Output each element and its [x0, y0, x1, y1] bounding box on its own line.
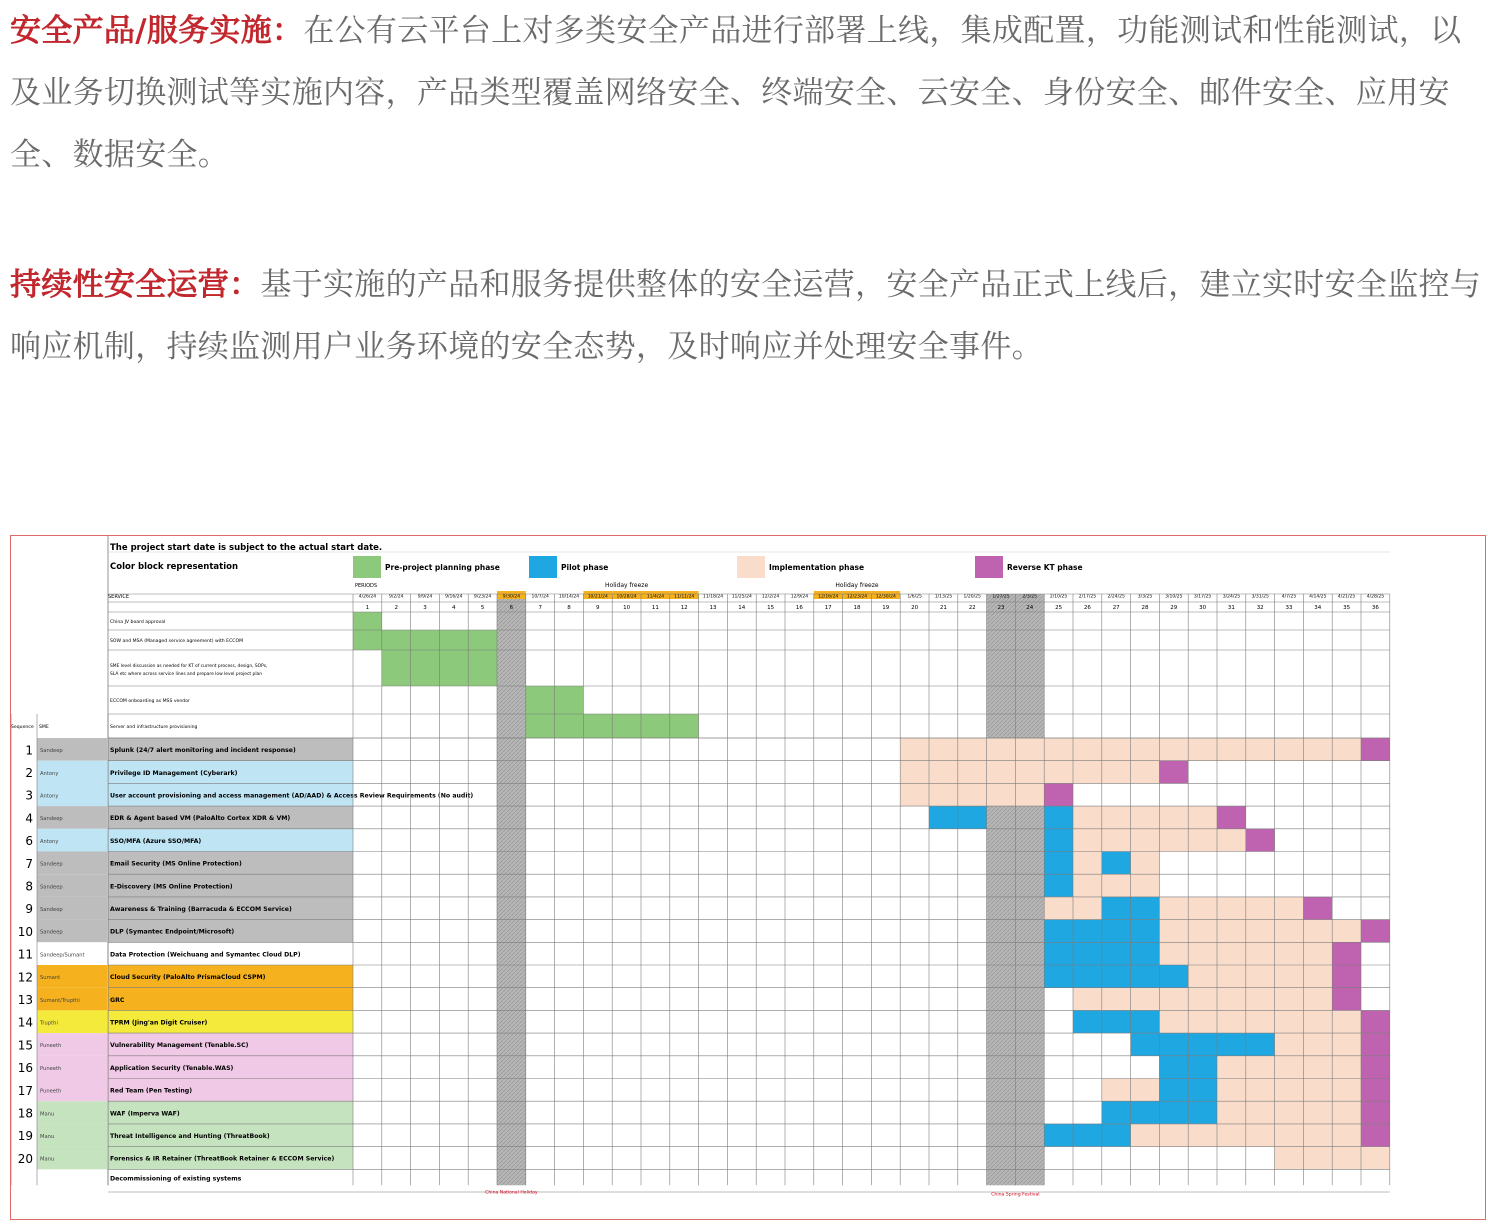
date-label: 10/28/24 [616, 594, 637, 600]
gantt-chart-image [10, 535, 1486, 1220]
period-number: 14 [738, 605, 746, 611]
period-number: 31 [1227, 605, 1235, 611]
sme-name: Manu [40, 1156, 55, 1163]
period-number: 5 [480, 605, 485, 611]
period-number: 34 [1314, 605, 1322, 611]
sequence-number: 15 [17, 1038, 33, 1053]
period-number: 25 [1055, 605, 1063, 611]
date-label: 11/18/24 [702, 594, 724, 600]
phase-bar-kt [1044, 783, 1073, 806]
phase-bar-kt [1361, 1056, 1390, 1079]
date-label: 12/16/24 [818, 594, 839, 600]
service-name: SSO/MFA (Azure SSO/MFA) [110, 837, 202, 845]
period-number: 4 [452, 605, 456, 611]
sme-name: Puneeth [40, 1065, 62, 1072]
date-label: 11/11/24 [674, 594, 695, 600]
period-number: 12 [680, 605, 688, 611]
service-cell-bg [108, 988, 353, 1011]
paragraph-operations [10, 254, 1484, 378]
period-number: 16 [795, 605, 803, 611]
date-label: 10/14/24 [558, 594, 580, 600]
phase-bar-kt [1361, 1010, 1390, 1033]
sequence-number: 17 [17, 1083, 33, 1098]
phase-bar-impl [1217, 1079, 1361, 1102]
period-number: 33 [1285, 605, 1293, 611]
date-label: 3/17/25 [1193, 594, 1212, 600]
phase-bar-kt [1332, 988, 1361, 1011]
phase-bar-pilot [1131, 1033, 1275, 1056]
paragraph-body: 基于实施的产品和服务提供整体的安全运营，安全产品正式上线后，建立实时安全监控与响应机制，持续监测用户业务环境的安全态势，及时响应并处理安全事件。 [10, 267, 1482, 365]
period-number: 20 [911, 605, 919, 611]
date-label: 4/14/25 [1309, 594, 1327, 600]
period-number: 7 [538, 605, 542, 611]
period-number: 32 [1256, 605, 1264, 611]
phase-bar-pilot [1044, 806, 1073, 829]
sequence-number: 20 [17, 1151, 33, 1166]
pre-phase-bar [353, 630, 497, 650]
date-label: 12/2/24 [761, 594, 780, 600]
service-name: Data Protection (Weichuang and Symantec Cloud DLP) [110, 951, 301, 959]
phase-bar-pilot [1044, 852, 1073, 875]
phase-bar-kt [1159, 761, 1188, 784]
date-label: 4/26/24 [358, 594, 377, 600]
phase-bar-impl [1188, 965, 1332, 988]
legend-label: Reverse KT phase [1007, 563, 1083, 572]
period-number: 23 [997, 605, 1005, 611]
period-number: 11 [651, 605, 659, 611]
phase-bar-impl [1073, 806, 1217, 829]
phase-bar-pilot [1044, 874, 1073, 897]
date-label: 12/9/24 [790, 594, 809, 600]
pre-task-label: SOW and MSA (Managed service agreement) with ECCOM [110, 639, 244, 644]
sme-name: Sandeep [40, 906, 63, 913]
phase-bar-impl [1217, 1056, 1361, 1079]
period-number: 30 [1199, 605, 1207, 611]
date-label: 3/24/25 [1222, 594, 1241, 600]
decommission-label: Decommissioning of existing systems [110, 1175, 242, 1183]
period-number: 19 [882, 605, 890, 611]
holiday-freeze-label: Holiday freeze [835, 582, 879, 589]
phase-bar-pilot [1044, 1124, 1130, 1147]
holiday-column [497, 594, 526, 1185]
period-number: 9 [596, 605, 600, 611]
paragraph-body: 在公有云平台上对多类安全产品进行部署上线，集成配置，功能测试和性能测试，以及业务切换测试等实施内容，产品类型覆盖网络安全、终端安全、云安全、身份安全、邮件安全、应用安全、数据安全。 [10, 13, 1462, 173]
phase-bar-impl [900, 761, 1159, 784]
phase-bar-kt [1361, 1033, 1390, 1056]
sme-name: Antony [40, 770, 59, 777]
period-number: 6 [509, 605, 514, 611]
periods-label: PERIODS [355, 583, 378, 589]
phase-bar-kt [1217, 806, 1246, 829]
date-label: 10/21/24 [587, 594, 608, 600]
holiday-column [1015, 594, 1044, 1185]
date-label: 1/13/25 [934, 594, 953, 600]
date-label: 12/23/24 [846, 594, 868, 600]
service-name: Vulnerability Management (Tenable.SC) [110, 1042, 249, 1050]
period-number: 21 [939, 605, 947, 611]
sme-name: Sandeep/Sumant [40, 952, 85, 959]
period-number: 2 [394, 605, 398, 611]
sme-name: Sandeep [40, 861, 63, 868]
sme-name: Sumant [40, 975, 61, 982]
date-label: 9/23/24 [473, 594, 492, 600]
paragraph-heading: 持续性安全运营： [10, 267, 261, 303]
service-name: E-Discovery (MS Online Protection) [110, 883, 233, 891]
sme-name: Puneeth [40, 1088, 62, 1095]
date-label: 2/17/25 [1078, 594, 1097, 600]
service-name: Splunk (24/7 alert monitoring and incident response) [110, 747, 296, 755]
sme-name: Manu [40, 1133, 55, 1140]
sequence-number: 8 [25, 879, 33, 894]
date-label: 11/4/24 [646, 594, 665, 600]
legend-swatch [737, 556, 765, 578]
legend-swatch [975, 556, 1003, 578]
period-number: 18 [853, 605, 861, 611]
service-name: Threat Intelligence and Hunting (ThreatBook) [110, 1132, 270, 1140]
date-label: 12/30/24 [875, 594, 896, 600]
paragraph-heading: 安全产品/服务实施： [10, 13, 304, 49]
phase-bar-impl [1159, 897, 1303, 920]
color-block-label: Color block representation [110, 562, 239, 572]
date-label: 4/28/25 [1366, 594, 1385, 600]
phase-bar-kt [1332, 942, 1361, 965]
pre-phase-bar [353, 612, 382, 630]
sequence-number: 18 [17, 1106, 33, 1121]
service-name: TPRM (Jing'an Digit Cruiser) [110, 1019, 208, 1027]
sequence-number: 7 [25, 856, 33, 871]
phase-bar-impl [1275, 1033, 1361, 1056]
phase-bar-pilot [1073, 1010, 1159, 1033]
legend-swatch [353, 556, 381, 578]
phase-bar-kt [1246, 829, 1275, 852]
period-number: 36 [1371, 605, 1379, 611]
phase-bar-impl [900, 783, 1044, 806]
pre-task-label: SME level discussion as needed for KT of current process, design, SOPs, [110, 664, 268, 669]
date-label: 3/10/25 [1165, 594, 1183, 600]
sme-name: Manu [40, 1111, 55, 1118]
legend-label: Implementation phase [769, 563, 865, 572]
service-name: Privilege ID Management (Cyberark) [110, 769, 238, 777]
sequence-number: 10 [17, 924, 33, 939]
sme-name: Sandeep [40, 929, 63, 936]
phase-bar-kt [1361, 920, 1390, 943]
date-label: 2/3/25 [1022, 594, 1038, 600]
service-name: User account provisioning and access management (AD/AAD) & Access Review Requirements (No audit) [110, 792, 474, 800]
period-number: 3 [423, 605, 427, 611]
sequence-header: Sequence [11, 725, 34, 730]
period-number: 8 [567, 605, 571, 611]
phase-bar-impl [1073, 988, 1332, 1011]
holiday-freeze-label: Holiday freeze [605, 582, 649, 589]
phase-bar-kt [1361, 1101, 1390, 1124]
sequence-number: 9 [25, 902, 33, 917]
phase-bar-impl [1217, 1101, 1361, 1124]
period-number: 35 [1343, 605, 1351, 611]
period-number: 24 [1026, 605, 1034, 611]
sequence-number: 2 [25, 766, 33, 781]
legend-label: Pilot phase [561, 563, 609, 572]
period-number: 17 [824, 605, 832, 611]
service-name: Red Team (Pen Testing) [110, 1087, 193, 1095]
holiday-column [987, 594, 1016, 1185]
pre-task-label: ECCOM onboarding as MSS vendor [110, 699, 190, 704]
service-name: WAF (Imperva WAF) [110, 1110, 180, 1118]
phase-bar-pilot [1044, 965, 1188, 988]
service-header: SERVICE [108, 594, 130, 600]
sequence-number: 4 [25, 811, 33, 826]
date-label: 3/31/25 [1251, 594, 1269, 600]
phase-bar-kt [1361, 1079, 1390, 1102]
sequence-number: 12 [17, 970, 33, 985]
phase-bar-kt [1361, 738, 1390, 761]
date-label: 11/25/24 [731, 594, 752, 600]
period-number: 27 [1112, 605, 1120, 611]
china-national-holiday-label: China National Holiday [485, 1190, 538, 1196]
service-name: DLP (Symantec Endpoint/Microsoft) [110, 928, 235, 936]
sequence-number: 6 [25, 834, 33, 849]
phase-bar-kt [1332, 965, 1361, 988]
service-name: GRC [110, 996, 125, 1004]
sme-name: Sandeep [40, 884, 63, 891]
sequence-number: 3 [25, 788, 33, 803]
sme-name: Antony [40, 838, 59, 845]
sme-name: Puneeth [40, 1043, 62, 1050]
sme-name: Antony [40, 793, 59, 800]
legend-swatch [529, 556, 557, 578]
sme-name: Sandeep [40, 748, 63, 755]
date-label: 1/27/25 [992, 594, 1010, 600]
period-number: 28 [1141, 605, 1149, 611]
service-name: Application Security (Tenable.WAS) [110, 1064, 234, 1072]
period-number: 13 [709, 605, 717, 611]
service-name: Cloud Security (PaloAlto PrismaCloud CSPM) [110, 974, 266, 982]
sme-header: SME [39, 725, 49, 730]
date-label: 4/7/25 [1281, 594, 1297, 600]
service-name: Awareness & Training (Barracuda & ECCOM Service) [110, 905, 292, 913]
phase-bar-pilot [1044, 829, 1073, 852]
date-label: 9/30/24 [502, 594, 521, 600]
date-label: 1/6/25 [907, 594, 922, 600]
date-label: 10/7/24 [531, 594, 549, 600]
period-number: 1 [365, 605, 370, 611]
phase-bar-impl [1159, 1010, 1361, 1033]
date-label: 9/16/24 [445, 594, 463, 600]
date-label: 9/9/24 [417, 594, 433, 600]
period-number: 26 [1083, 605, 1091, 611]
sequence-number: 19 [17, 1129, 33, 1144]
service-name: Email Security (MS Online Protection) [110, 860, 242, 868]
date-label: 4/21/25 [1337, 594, 1356, 600]
legend-label: Pre-project planning phase [385, 563, 500, 572]
phase-bar-pilot [1102, 852, 1131, 875]
period-number: 22 [968, 605, 976, 611]
period-number: 15 [767, 605, 775, 611]
paragraph-implementation [10, 0, 1484, 186]
sequence-number: 1 [25, 743, 33, 758]
date-label: 3/3/25 [1137, 594, 1153, 600]
sequence-number: 11 [17, 947, 33, 962]
sme-name: Sumant/Trupthi [40, 997, 80, 1004]
china-spring-festival-label: China Spring Festival [991, 1192, 1040, 1198]
phase-bar-impl [1131, 852, 1160, 875]
pre-task-label: China JV board approval [110, 620, 166, 625]
sme-name: Sandeep [40, 816, 63, 823]
sequence-number: 14 [17, 1015, 33, 1030]
phase-bar-impl [1073, 874, 1159, 897]
period-number: 29 [1170, 605, 1178, 611]
pre-task-label: Server and infrastructure provisioning [110, 725, 198, 730]
date-label: 1/20/25 [963, 594, 981, 600]
project-note: The project start date is subject to the actual start date. [110, 543, 383, 553]
date-label: 2/24/25 [1107, 594, 1125, 600]
pre-task-label: SLA etc where across service lines and prepare low level project plan [110, 672, 263, 677]
date-label: 9/2/24 [388, 594, 404, 600]
service-name: EDR & Agent based VM (PaloAlto Cortex XDR & VM) [110, 815, 291, 823]
sequence-number: 16 [17, 1061, 33, 1076]
gantt-chart [11, 536, 1485, 1219]
phase-bar-kt [1361, 1124, 1390, 1147]
phase-bar-kt [1303, 897, 1332, 920]
date-label: 2/10/25 [1049, 594, 1068, 600]
service-name: Forensics & IR Retainer (ThreatBook Retainer & ECCOM Service) [110, 1155, 335, 1163]
phase-bar-impl [1159, 920, 1361, 943]
sequence-number: 13 [17, 993, 33, 1008]
phase-bar-impl [1073, 852, 1102, 875]
sme-name: Trupthi [40, 1020, 58, 1027]
period-number: 10 [623, 605, 631, 611]
